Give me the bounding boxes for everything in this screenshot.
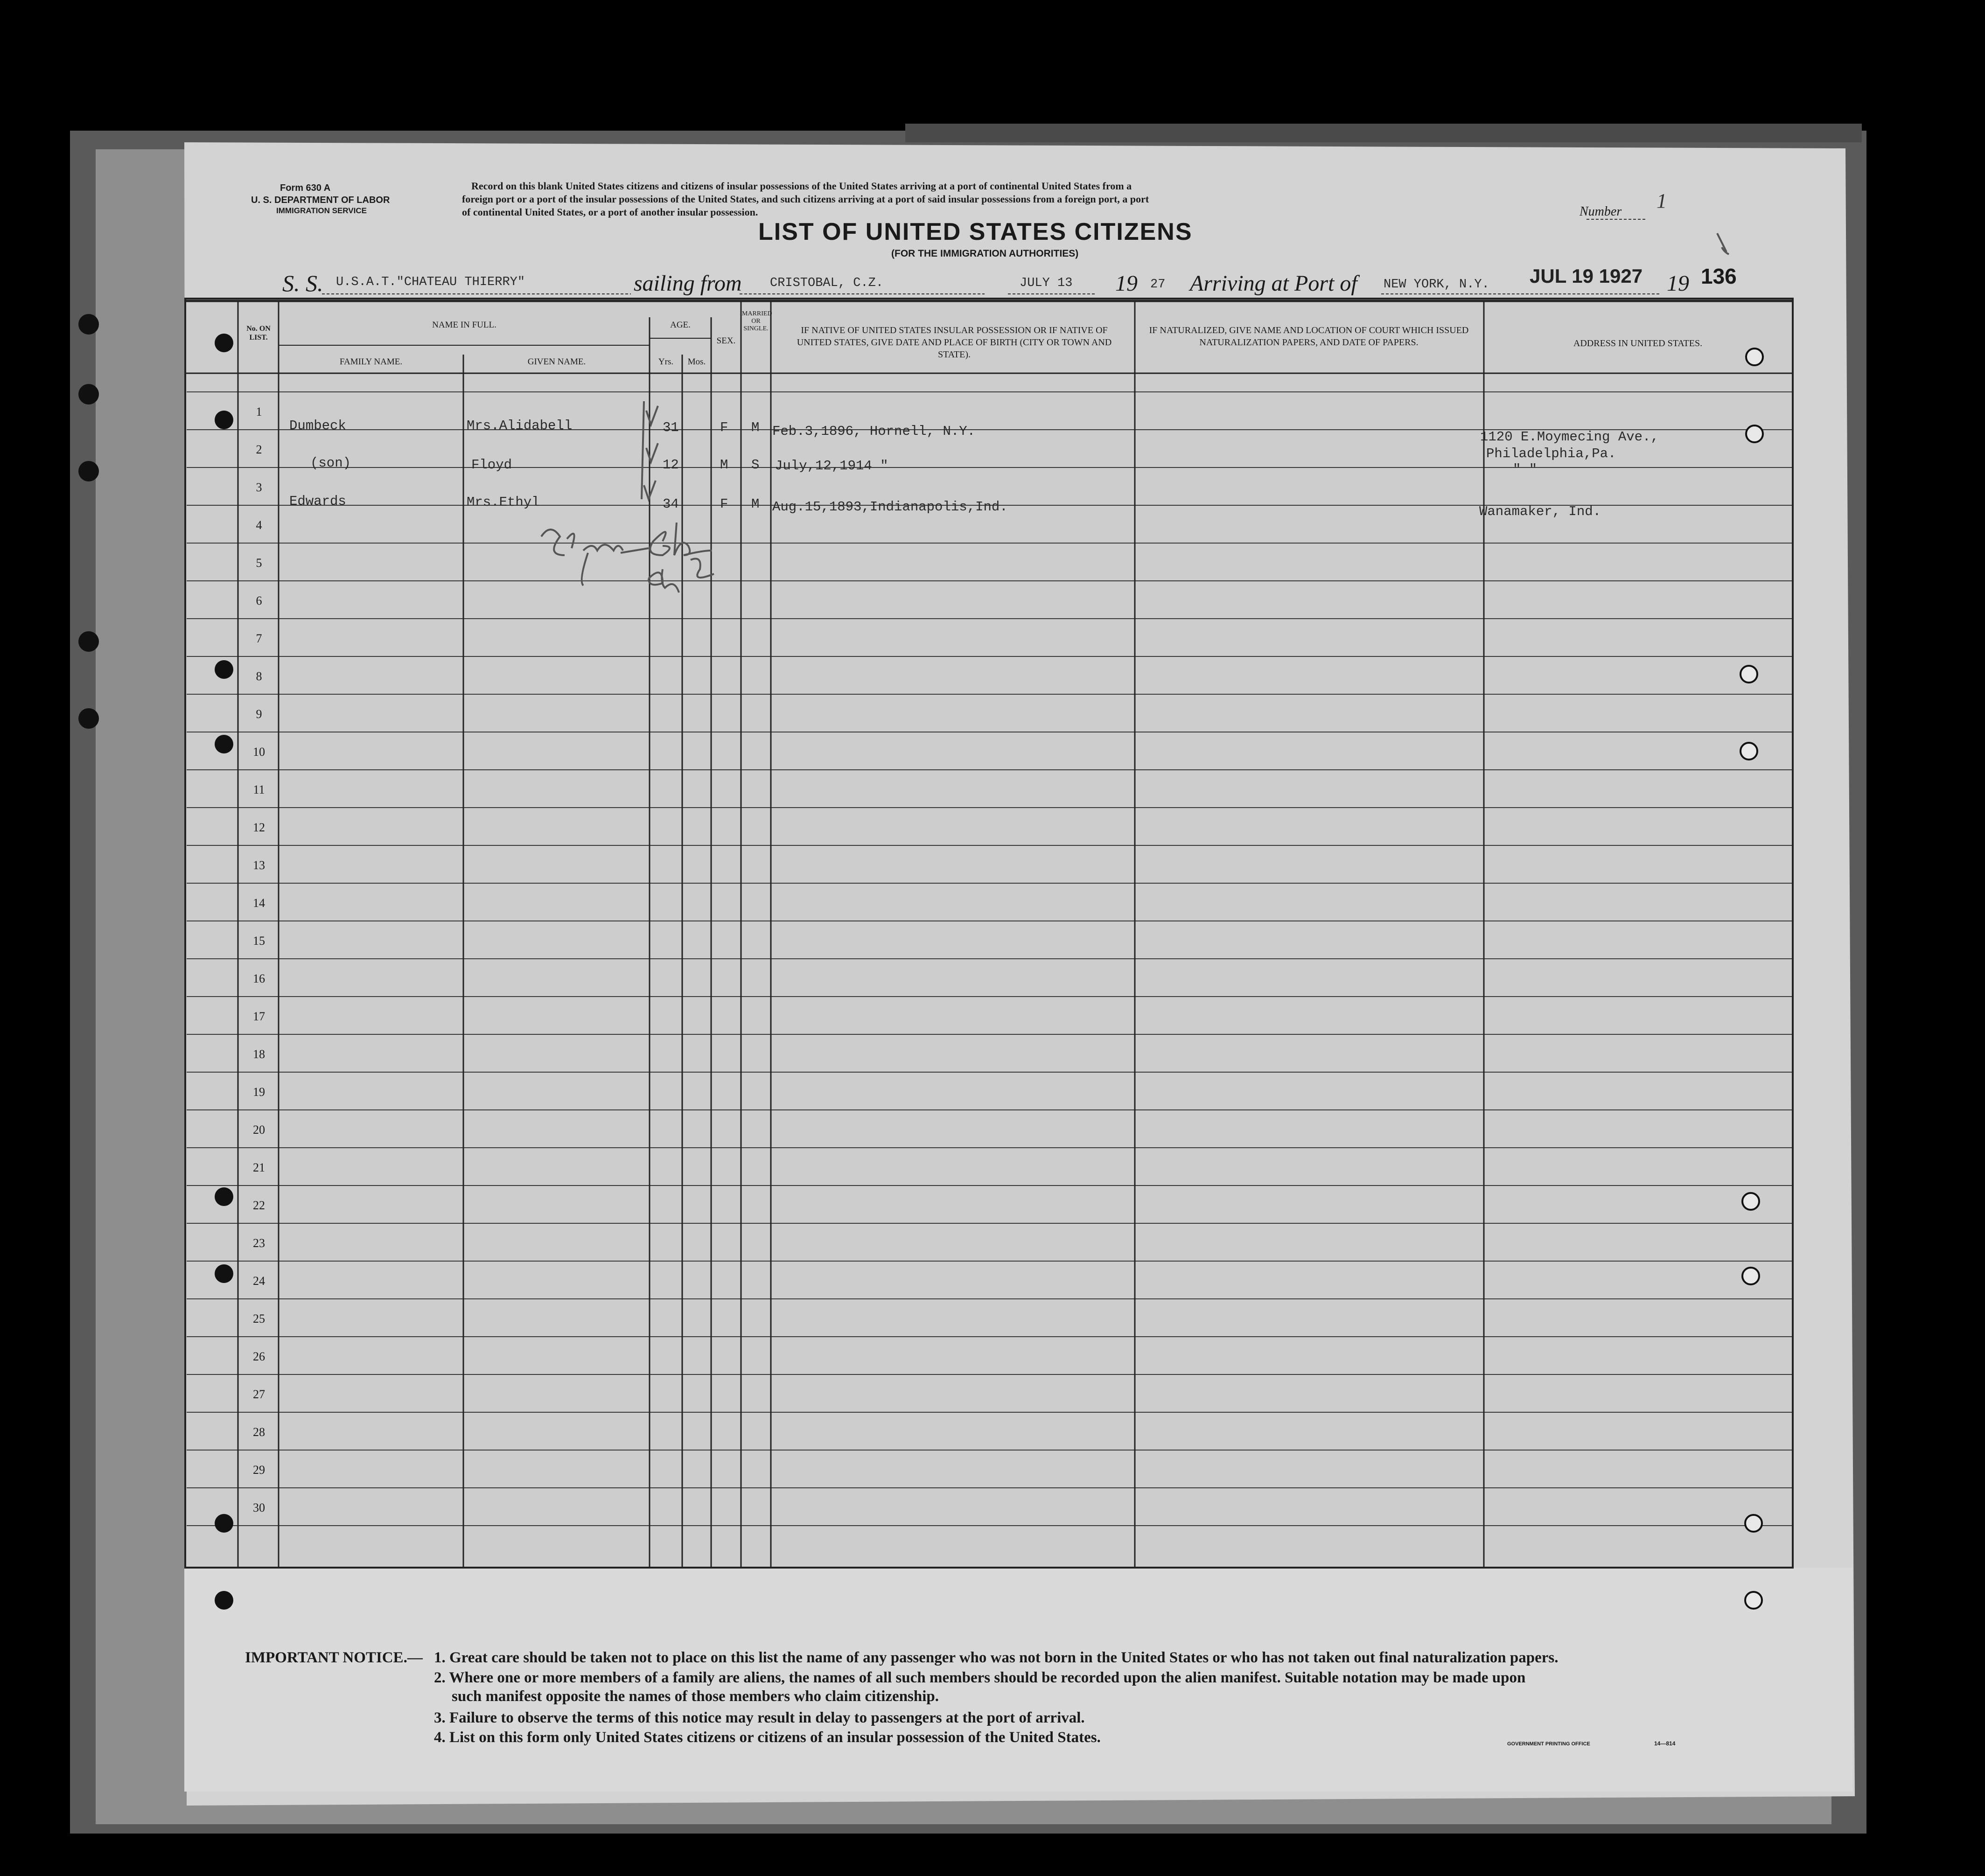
- col-name-in-full: NAME IN FULL.: [432, 320, 496, 330]
- row-1-yrs: 31: [663, 420, 679, 435]
- row-number: 7: [256, 632, 262, 645]
- year-prefix: 19: [1115, 271, 1138, 296]
- row-number: 5: [256, 556, 262, 570]
- row-number: 19: [253, 1085, 265, 1099]
- row-1-address: 1120 E.Moymecing Ave.,: [1480, 429, 1659, 445]
- col-naturalized: IF NATURALIZED, GIVE NAME AND LOCATION OF COURT WHICH ISSUED NATURALIZATION PAPERS, AND DATE OF PAPERS.: [1149, 325, 1469, 348]
- page-subtitle: (FOR THE IMMIGRATION AUTHORITIES): [891, 248, 1079, 259]
- row-number: 10: [253, 745, 265, 759]
- row-3-sex: F: [720, 496, 728, 512]
- page-title: LIST OF UNITED STATES CITIZENS: [758, 218, 1193, 245]
- from-port: CRISTOBAL, C.Z.: [770, 276, 884, 290]
- col-family-name: FAMILY NAME.: [339, 357, 403, 367]
- row-2-marital: S: [751, 457, 760, 473]
- notice-item-1: 1. Great care should be taken not to place on this list the name of any passenger who was not born in the United States or who has not taken out final naturalization papers.: [434, 1649, 1559, 1666]
- notice-item-4: 4. List on this form only United States citizens or citizens of an insular possession of the United States.: [434, 1729, 1101, 1746]
- ship-name: U.S.A.T."CHATEAU THIERRY": [336, 275, 525, 289]
- row-2-sex: M: [720, 457, 728, 473]
- row-3-birth: Aug.15,1893,Indianapolis,Ind.: [772, 499, 1008, 515]
- notice-item-2: 2. Where one or more members of a family are aliens, the names of all such members should be recorded upon the alien manifest. Suitable notation may be made upon: [434, 1669, 1526, 1686]
- ss-label: S. S.: [282, 270, 323, 296]
- col-mos: Mos.: [687, 357, 706, 367]
- row-number: 20: [253, 1123, 265, 1137]
- row-2-family: (son): [310, 455, 351, 471]
- year-suffix: 27: [1150, 278, 1166, 292]
- row-1-sex: F: [720, 420, 728, 435]
- row-3-address: Wanamaker, Ind.: [1479, 504, 1601, 519]
- row-number: 28: [253, 1425, 265, 1439]
- row-3-yrs: 34: [663, 496, 679, 512]
- row-2-address: Philadelphia,Pa.: [1486, 446, 1616, 461]
- sailing-label: sailing from: [634, 271, 742, 296]
- row-2-birth: July,12,1914 ": [775, 458, 888, 474]
- arrival-stamp: JUL 19 1927: [1530, 265, 1643, 287]
- arrival-port: NEW YORK, N.Y.: [1384, 278, 1489, 292]
- col-birth: IF NATIVE OF UNITED STATES INSULAR POSSESSION OR IF NATIVE OF UNITED STATES, GIVE DATE AND PLACE OF BIRTH (CITY OR TOWN AND STATE).: [797, 325, 1112, 360]
- row-number: 1: [256, 405, 262, 418]
- row-2-given: Floyd: [471, 457, 512, 473]
- page-number: 136: [1701, 264, 1737, 288]
- row-number: 2: [256, 443, 262, 456]
- row-number: 16: [253, 972, 265, 985]
- notice-heading: IMPORTANT NOTICE.—: [245, 1649, 423, 1666]
- department-label: U. S. DEPARTMENT OF LABOR: [251, 195, 390, 205]
- row-number: 30: [253, 1501, 265, 1514]
- row-number: 3: [256, 481, 262, 494]
- col-sex: SEX.: [716, 336, 736, 346]
- row-number: 4: [256, 518, 262, 532]
- row-number: 15: [253, 934, 265, 948]
- instructions-line-2: foreign port or a port of the insular possessions of the United States, and such citizens arriving at a port of said insular possessions from a foreign port, a port: [462, 193, 1149, 205]
- sailing-date: JULY 13: [1020, 276, 1073, 290]
- row-1-marital: M: [751, 420, 760, 435]
- col-married-single: MARRIED OR SINGLE.: [742, 310, 772, 332]
- row-2-address-ditto: " ": [1513, 462, 1538, 477]
- row-2-yrs: 12: [663, 457, 679, 473]
- print-code: 14—814: [1654, 1740, 1676, 1747]
- col-address: ADDRESS IN UNITED STATES.: [1573, 338, 1703, 349]
- row-1-family: Dumbeck: [289, 418, 346, 433]
- row-number: 9: [256, 707, 262, 721]
- printer-label: GOVERNMENT PRINTING OFFICE: [1507, 1741, 1590, 1747]
- service-label: IMMIGRATION SERVICE: [276, 206, 367, 215]
- col-no-on-list: No. ON LIST.: [246, 325, 271, 342]
- row-3-family: Edwards: [289, 494, 346, 509]
- notice-item-2-cont: such manifest opposite the names of those members who claim citizenship.: [452, 1688, 939, 1705]
- col-age: AGE.: [670, 320, 691, 330]
- arriving-label: Arriving at Port of: [1190, 271, 1357, 296]
- row-3-marital: M: [751, 496, 760, 512]
- row-number: 23: [253, 1236, 265, 1250]
- row-number: 27: [253, 1388, 265, 1401]
- row-number: 29: [253, 1463, 265, 1477]
- row-number: 11: [253, 783, 265, 796]
- col-yrs: Yrs.: [658, 357, 674, 367]
- form-number: Form 630 A: [280, 183, 331, 193]
- row-number: 8: [256, 670, 262, 683]
- row-number: 12: [253, 821, 265, 834]
- row-number: 24: [253, 1274, 265, 1288]
- row-number: 14: [253, 896, 265, 910]
- row-number: 13: [253, 858, 265, 872]
- row-number: 21: [253, 1161, 265, 1174]
- year-prefix-2: 19: [1667, 271, 1689, 296]
- number-label: Number: [1580, 204, 1622, 219]
- notice-item-3: 3. Failure to observe the terms of this notice may result in delay to passengers at the port of arrival.: [434, 1709, 1085, 1726]
- row-number: 22: [253, 1199, 265, 1212]
- row-1-birth: Feb.3,1896, Hornell, N.Y.: [772, 424, 976, 439]
- number-value: 1: [1656, 189, 1667, 212]
- col-given-name: GIVEN NAME.: [527, 357, 586, 367]
- row-number: 25: [253, 1312, 265, 1325]
- instructions-line-3: of continental United States, or a port of another insular possession.: [462, 206, 758, 218]
- row-1-given: Mrs.Alidabell: [467, 418, 573, 433]
- row-number: 6: [256, 594, 262, 607]
- row-number: 26: [253, 1350, 265, 1363]
- instructions-line-1: Record on this blank United States citizens and citizens of insular possessions of the United States arriving at a port of continental United States from a: [471, 180, 1132, 192]
- row-number: 17: [253, 1010, 265, 1023]
- row-3-given: Mrs.Ethyl: [467, 495, 540, 510]
- row-number: 18: [253, 1047, 265, 1061]
